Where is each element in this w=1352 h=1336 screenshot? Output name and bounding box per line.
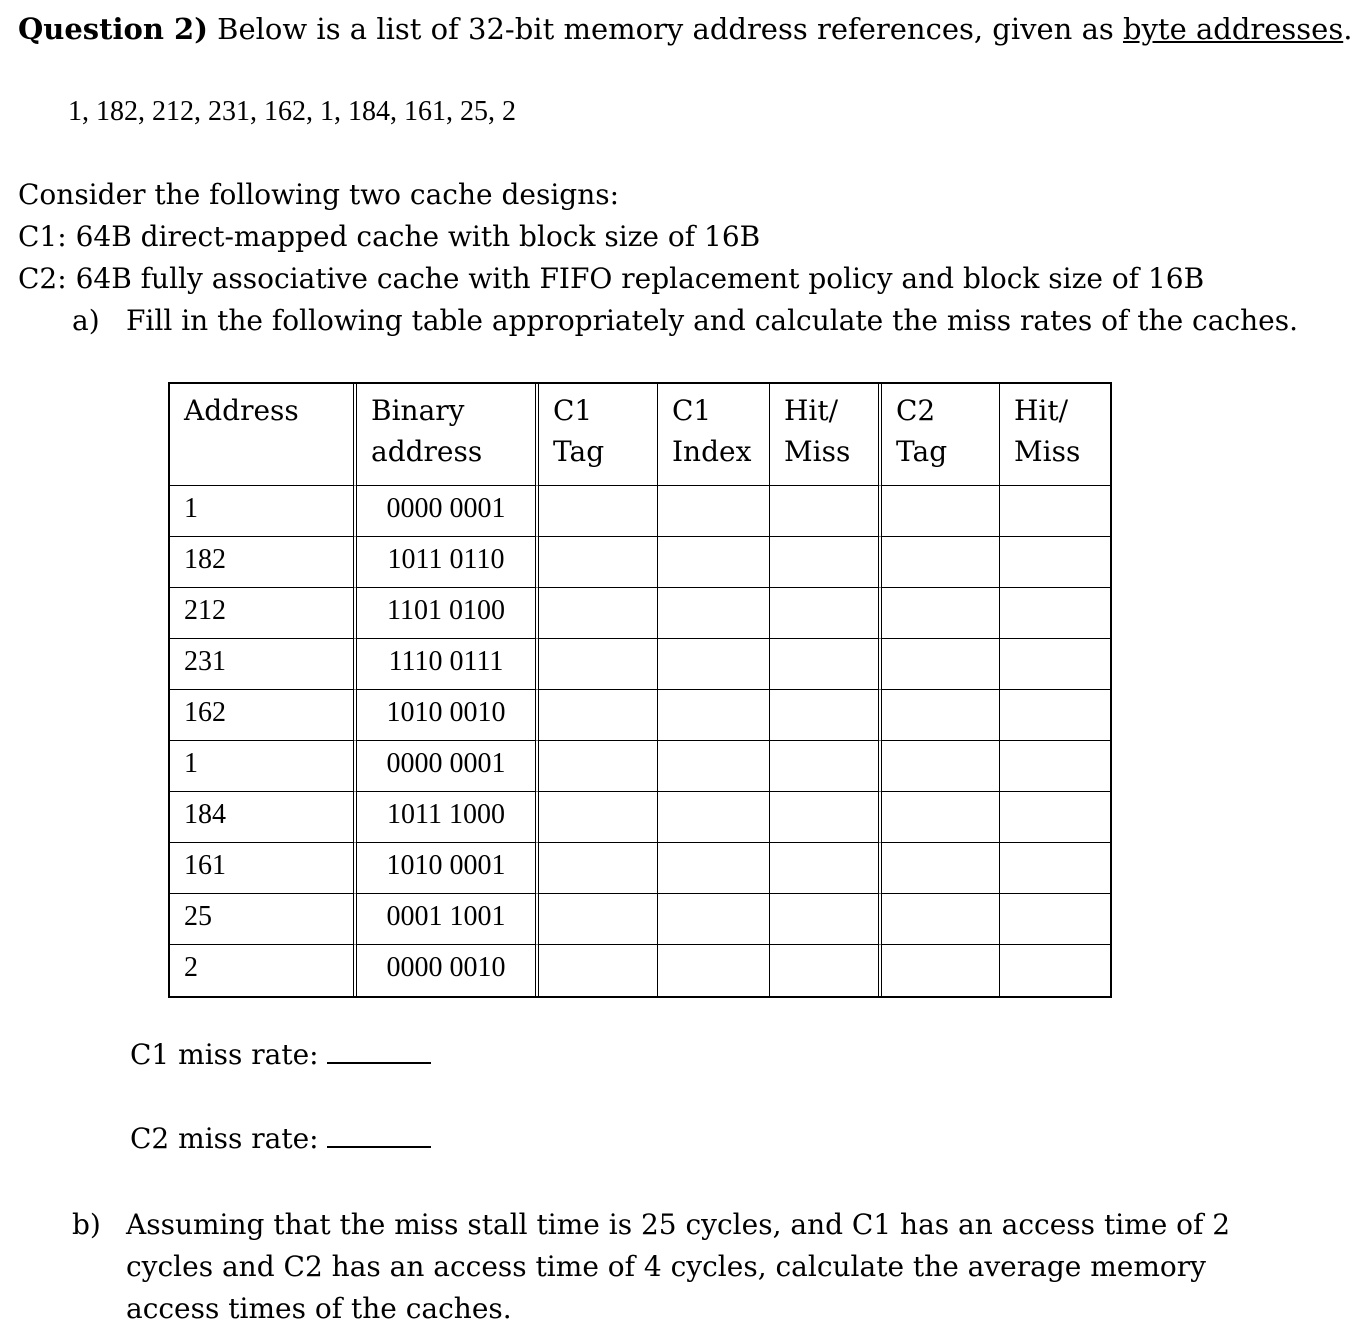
c2-miss-rate-label: C2 miss rate:: [130, 1122, 319, 1155]
table-row: [170, 741, 1110, 792]
cell-c1-tag[interactable]: [539, 894, 658, 945]
cell-binary: 0000 0001: [357, 741, 539, 792]
cell-c1-tag[interactable]: [539, 945, 658, 996]
header-c1-index: C1 Index: [658, 384, 770, 486]
c1-miss-rate-label: C1 miss rate:: [130, 1038, 319, 1071]
cell-c1-hit-miss[interactable]: [770, 486, 882, 537]
cell-c1-hit-miss[interactable]: [770, 741, 882, 792]
cell-c1-hit-miss[interactable]: [770, 945, 882, 996]
cell-c1-index[interactable]: [658, 741, 770, 792]
cell-c2-hit-miss[interactable]: [1000, 537, 1110, 588]
part-a-label: a): [72, 304, 100, 337]
c2-miss-rate-blank[interactable]: [327, 1120, 431, 1148]
cell-c1-tag[interactable]: [539, 741, 658, 792]
c1-miss-rate: [130, 1036, 431, 1071]
designs-intro: Consider the following two cache designs:: [18, 178, 620, 211]
cell-c1-index[interactable]: [658, 639, 770, 690]
cell-address: 1: [170, 741, 357, 792]
question-title: [18, 12, 1352, 46]
cell-binary: 1110 0111: [357, 639, 539, 690]
cell-binary: 0000 0010: [357, 945, 539, 996]
cell-c1-hit-miss[interactable]: [770, 690, 882, 741]
design-c2: C2: 64B fully associative cache with FIFO replacement policy and block size of 16B: [18, 262, 1205, 295]
cell-c1-index[interactable]: [658, 537, 770, 588]
table-row: [170, 588, 1110, 639]
table-header-row: [170, 384, 1110, 486]
cell-c1-hit-miss[interactable]: [770, 894, 882, 945]
header-c1-tag: C1 Tag: [539, 384, 658, 486]
cell-c2-hit-miss[interactable]: [1000, 945, 1110, 996]
cell-c2-hit-miss[interactable]: [1000, 843, 1110, 894]
header-binary: Binary address: [357, 384, 539, 486]
cell-c2-hit-miss[interactable]: [1000, 639, 1110, 690]
cell-c2-hit-miss[interactable]: [1000, 690, 1110, 741]
cell-c1-index[interactable]: [658, 843, 770, 894]
cell-c1-hit-miss[interactable]: [770, 588, 882, 639]
cell-c1-index[interactable]: [658, 945, 770, 996]
cell-binary: 1011 0110: [357, 537, 539, 588]
cell-address: 1: [170, 486, 357, 537]
cell-binary: 1010 0010: [357, 690, 539, 741]
table-row: [170, 537, 1110, 588]
cell-c1-tag[interactable]: [539, 588, 658, 639]
cell-address: 182: [170, 537, 357, 588]
cell-c2-tag[interactable]: [882, 741, 1000, 792]
table-row: [170, 639, 1110, 690]
question-intro: Below is a list of 32-bit memory address references, given as: [207, 12, 1123, 46]
cell-binary: 1010 0001: [357, 843, 539, 894]
cell-c2-tag[interactable]: [882, 639, 1000, 690]
cell-c1-tag[interactable]: [539, 537, 658, 588]
cell-c1-tag[interactable]: [539, 486, 658, 537]
part-b-label: b): [72, 1208, 101, 1241]
cell-c1-hit-miss[interactable]: [770, 792, 882, 843]
cell-binary: 0001 1001: [357, 894, 539, 945]
cell-address: 161: [170, 843, 357, 894]
cell-c2-hit-miss[interactable]: [1000, 792, 1110, 843]
cell-c1-hit-miss[interactable]: [770, 639, 882, 690]
cell-c2-tag[interactable]: [882, 537, 1000, 588]
cell-c1-tag[interactable]: [539, 792, 658, 843]
header-c2-tag: C2 Tag: [882, 384, 1000, 486]
table-row: [170, 894, 1110, 945]
design-c1: C1: 64B direct-mapped cache with block size of 16B: [18, 220, 761, 253]
table-row: [170, 843, 1110, 894]
cell-c1-index[interactable]: [658, 792, 770, 843]
cell-c1-index[interactable]: [658, 588, 770, 639]
cache-table: [168, 382, 1112, 998]
cell-c2-tag[interactable]: [882, 843, 1000, 894]
cell-address: 2: [170, 945, 357, 996]
cell-c1-index[interactable]: [658, 894, 770, 945]
cell-c2-tag[interactable]: [882, 894, 1000, 945]
table-row: [170, 792, 1110, 843]
header-c1-hit-miss: Hit/ Miss: [770, 384, 882, 486]
cell-c1-tag[interactable]: [539, 639, 658, 690]
header-c2-hit-miss: Hit/ Miss: [1000, 384, 1110, 486]
cell-binary: 1011 1000: [357, 792, 539, 843]
cell-address: 231: [170, 639, 357, 690]
cell-c2-tag[interactable]: [882, 690, 1000, 741]
header-address: Address: [170, 384, 357, 486]
cell-address: 162: [170, 690, 357, 741]
cell-c1-hit-miss[interactable]: [770, 843, 882, 894]
question-label: Question 2): [18, 12, 208, 46]
table-row: [170, 945, 1110, 996]
cell-c2-tag[interactable]: [882, 792, 1000, 843]
table-row: [170, 690, 1110, 741]
part-a: [72, 304, 1298, 337]
cell-binary: 1101 0100: [357, 588, 539, 639]
question-underlined: byte addresses: [1122, 12, 1344, 46]
c2-miss-rate: [130, 1120, 431, 1155]
cell-c2-hit-miss[interactable]: [1000, 894, 1110, 945]
cell-c1-index[interactable]: [658, 486, 770, 537]
cell-c2-tag[interactable]: [882, 486, 1000, 537]
cell-c1-tag[interactable]: [539, 690, 658, 741]
cell-c2-tag[interactable]: [882, 945, 1000, 996]
cell-c2-tag[interactable]: [882, 588, 1000, 639]
cell-c1-tag[interactable]: [539, 843, 658, 894]
cell-c2-hit-miss[interactable]: [1000, 486, 1110, 537]
cell-c1-hit-miss[interactable]: [770, 537, 882, 588]
cell-c2-hit-miss[interactable]: [1000, 741, 1110, 792]
cell-binary: 0000 0001: [357, 486, 539, 537]
question-end: .: [1343, 12, 1352, 46]
part-b: [72, 1204, 1272, 1330]
part-a-text: Fill in the following table appropriately and calculate the miss rates of the caches.: [126, 304, 1298, 337]
table-row: [170, 486, 1110, 537]
cell-c2-hit-miss[interactable]: [1000, 588, 1110, 639]
cell-address: 25: [170, 894, 357, 945]
cell-address: 212: [170, 588, 357, 639]
address-list: 1, 182, 212, 231, 162, 1, 184, 161, 25, 2: [68, 96, 516, 127]
cell-address: 184: [170, 792, 357, 843]
cell-c1-index[interactable]: [658, 690, 770, 741]
part-b-text: Assuming that the miss stall time is 25 cycles, and C1 has an access time of 2 cycles and C2 has an access time of 4 cycles, calculate the average memory access times of the caches.: [126, 1208, 1231, 1325]
c1-miss-rate-blank[interactable]: [327, 1036, 431, 1064]
